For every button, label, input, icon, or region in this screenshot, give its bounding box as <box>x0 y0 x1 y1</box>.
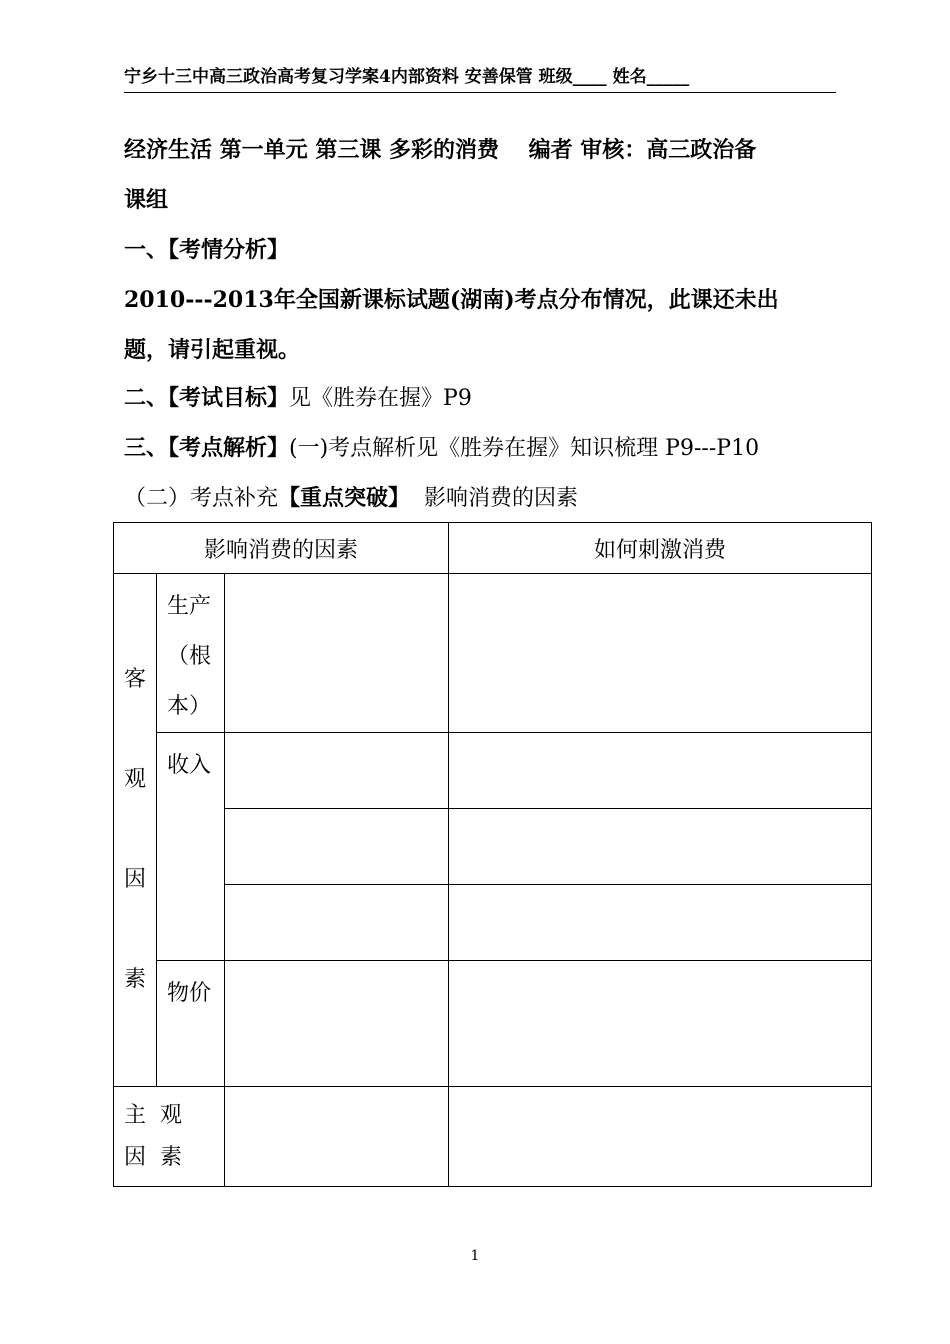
income-factor-cell-2[interactable] <box>225 809 449 885</box>
objective-char: 因 <box>123 867 146 892</box>
document-title-line2: 课组 <box>124 187 169 213</box>
production-line: 生产 <box>167 594 212 619</box>
objective-char: 客 <box>123 667 146 692</box>
income-stimulus-cell-3[interactable] <box>449 885 872 961</box>
subsection-prefix: （二）考点补充 <box>124 486 279 511</box>
income-factor-cell-1[interactable] <box>225 733 449 809</box>
section1-body-line2: 题，请引起重视。 <box>124 337 301 363</box>
income-label: 收入 <box>157 733 225 961</box>
document-title-line1: 经济生活 第一单元 第三课 多彩的消费 编者 审核：高三政治备 <box>124 137 757 163</box>
section2-heading: 二、【考试目标】 <box>124 385 290 411</box>
production-label <box>157 574 225 733</box>
production-factor-cell[interactable] <box>225 574 449 733</box>
page-number: 1 <box>470 1248 480 1264</box>
section2-text: 见《胜券在握》P9 <box>289 386 472 411</box>
subjective-line: 因素 <box>124 1144 197 1170</box>
section1-heading: 一、【考情分析】 <box>124 237 290 263</box>
col2-header: 如何刺激消费 <box>449 523 872 574</box>
income-stimulus-cell-1[interactable] <box>449 733 872 809</box>
subjective-stimulus-cell[interactable] <box>449 1087 872 1187</box>
objective-char: 观 <box>123 767 146 792</box>
income-stimulus-cell-2[interactable] <box>449 809 872 885</box>
subsection-emphasis: 【重点突破】 <box>278 485 411 511</box>
subjective-factors-label <box>114 1087 225 1187</box>
price-stimulus-cell[interactable] <box>449 961 872 1087</box>
col1-header: 影响消费的因素 <box>114 523 449 574</box>
production-line: 本） <box>167 694 212 719</box>
production-line: （根 <box>167 644 212 669</box>
objective-char: 素 <box>123 967 146 992</box>
subjective-factor-cell[interactable] <box>225 1087 449 1187</box>
subsection-suffix: 影响消费的因素 <box>424 486 579 511</box>
section3-line <box>124 432 759 465</box>
page-header: 宁乡十三中高三政治高考复习学案4内部资料 安善保管 班级____ 姓名_____ <box>124 62 836 93</box>
section1-body-line1: 2010---2013年全国新课标试题(湖南)考点分布情况，此课还未出 <box>124 287 779 313</box>
section2-line <box>124 382 472 415</box>
production-stimulus-cell[interactable] <box>449 574 872 733</box>
price-label: 物价 <box>157 961 225 1087</box>
price-factor-cell[interactable] <box>225 961 449 1087</box>
objective-factors-label <box>114 574 157 1087</box>
section3-heading: 三、【考点解析】 <box>124 435 290 461</box>
section3-text: (一)考点解析见《胜券在握》知识梳理 P9---P10 <box>289 436 760 461</box>
subsection-line <box>124 482 578 515</box>
income-factor-cell-3[interactable] <box>225 885 449 961</box>
consumption-factors-table <box>113 522 872 1187</box>
subjective-line: 主观 <box>124 1102 197 1128</box>
